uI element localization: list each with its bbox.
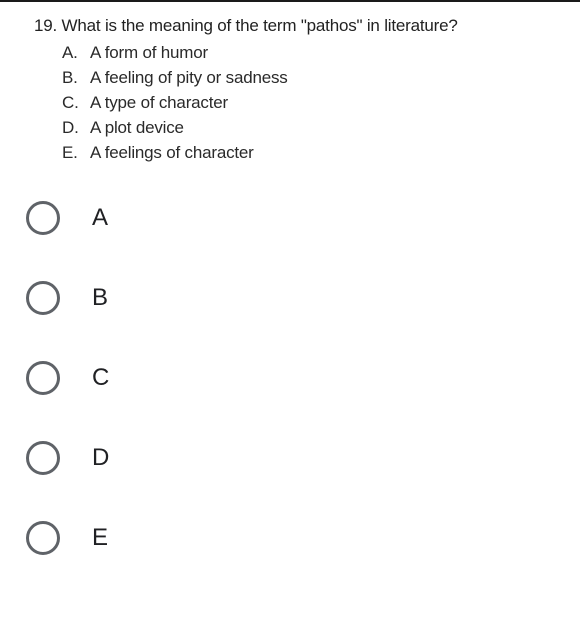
- question-option-letter: E.: [62, 143, 78, 162]
- choice-b[interactable]: [26, 278, 108, 318]
- choice-e[interactable]: [26, 518, 108, 558]
- choice-label[interactable]: D: [92, 444, 110, 471]
- question-option-letter: C.: [62, 93, 79, 112]
- choice-label[interactable]: E: [92, 524, 109, 551]
- choice-label[interactable]: C: [92, 364, 110, 391]
- choice-label[interactable]: A: [92, 204, 109, 231]
- question-option: [62, 65, 288, 90]
- radio-button-icon[interactable]: [26, 201, 60, 235]
- question-options-list: [62, 40, 288, 165]
- choice-c[interactable]: [26, 358, 109, 398]
- question-option: [62, 140, 288, 165]
- question-option: [62, 90, 288, 115]
- choice-label[interactable]: B: [92, 284, 109, 311]
- question-option: [62, 115, 288, 140]
- question-option: [62, 40, 288, 65]
- question-option-text: A feelings of character: [90, 143, 254, 162]
- radio-button-icon[interactable]: [26, 441, 60, 475]
- question-image: [0, 2, 580, 170]
- question-option-letter: B.: [62, 68, 78, 87]
- question-option-letter: A.: [62, 43, 78, 62]
- question-option-text: A feeling of pity or sadness: [90, 68, 288, 87]
- radio-button-icon[interactable]: [26, 281, 60, 315]
- choice-a[interactable]: [26, 198, 108, 238]
- question-option-text: A form of humor: [90, 43, 208, 62]
- radio-button-icon[interactable]: [26, 521, 60, 555]
- question-text: 19. What is the meaning of the term "pathos" in literature?: [34, 16, 458, 35]
- question-option-text: A type of character: [90, 93, 228, 112]
- question-option-text: A plot device: [90, 118, 184, 137]
- choice-d[interactable]: [26, 438, 109, 478]
- radio-button-icon[interactable]: [26, 361, 60, 395]
- question-option-letter: D.: [62, 118, 79, 137]
